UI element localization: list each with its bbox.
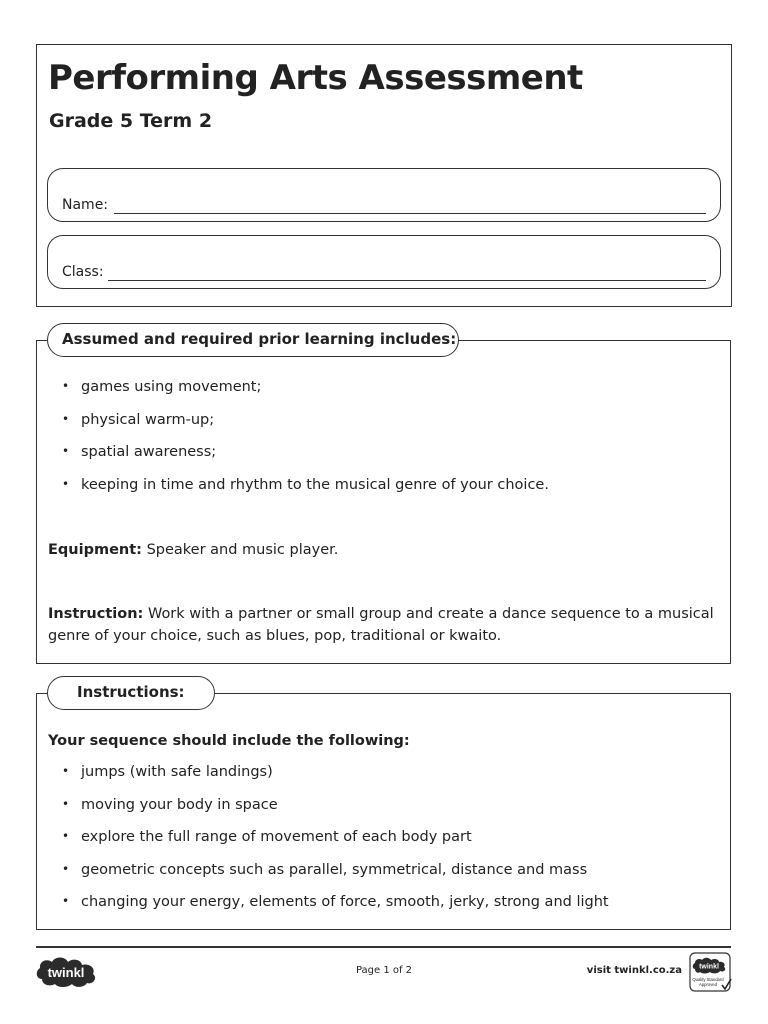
instruction-paragraph: [48, 603, 718, 647]
list-item: • games using movement;: [62, 379, 549, 412]
list-item: • jumps (with safe landings): [62, 764, 609, 797]
list-item: • keeping in time and rhythm to the musical genre of your choice.: [62, 477, 549, 510]
name-line[interactable]: [114, 213, 706, 214]
page-subtitle: Grade 5 Term 2: [49, 110, 213, 132]
list-item: • geometric concepts such as parallel, symmetrical, distance and mass: [62, 862, 609, 895]
footer-rule: [36, 946, 731, 948]
instruction-text: Work with a partner or small group and create a dance sequence to a musical genre of your choice, such as blues, pop, traditional or kwaito.: [48, 606, 714, 644]
class-label: Class:: [62, 264, 104, 280]
sequence-heading: Your sequence should include the following:: [48, 733, 410, 749]
name-field[interactable]: [47, 168, 721, 222]
list-item: • explore the full range of movement of each body part: [62, 829, 609, 862]
class-field[interactable]: [47, 235, 721, 289]
name-label: Name:: [62, 197, 109, 213]
visit-link[interactable]: visit twinkl.co.za: [586, 965, 682, 976]
prior-learning-heading: Assumed and required prior learning includes:: [47, 323, 459, 357]
equipment-label: Equipment:: [48, 542, 142, 558]
badge-brand: twinkl: [699, 963, 719, 971]
badge-text-line2: Approved: [699, 982, 717, 987]
list-item: • moving your body in space: [62, 797, 609, 830]
list-item: • spatial awareness;: [62, 444, 549, 477]
prior-learning-list: [62, 379, 549, 509]
list-item: • changing your energy, elements of force, smooth, jerky, strong and light: [62, 894, 609, 927]
page-title: Performing Arts Assessment: [48, 58, 583, 98]
equipment-paragraph: [48, 539, 708, 561]
instructions-list: [62, 764, 609, 927]
page-number: Page 1 of 2: [355, 965, 413, 976]
quality-badge: [689, 952, 733, 994]
instructions-heading: Instructions:: [47, 676, 215, 710]
list-item: • physical warm-up;: [62, 412, 549, 445]
logo-text: twinkl: [47, 965, 85, 980]
class-line[interactable]: [108, 280, 706, 281]
instruction-label: Instruction:: [48, 606, 144, 622]
equipment-text: Speaker and music player.: [146, 542, 339, 558]
badge-text-line1: Quality Standard: [692, 977, 724, 982]
